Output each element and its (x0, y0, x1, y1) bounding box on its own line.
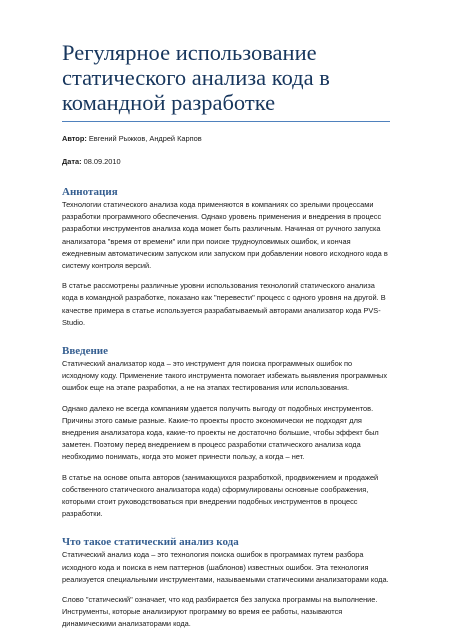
author-label: Автор: (62, 134, 87, 143)
date-label: Дата: (62, 157, 82, 166)
introduction-paragraph-3: В статье на основе опыта авторов (занимающихся разработкой, продвижением и продажей собственного статического анализатора кода) сформулированы основные соображения, которыми стоит руководствоваться при внедрении подобных инструментов в процесс разработки. (62, 472, 379, 519)
title-underline (62, 121, 390, 122)
author-line (62, 134, 390, 144)
what-is-paragraph-1: Статический анализ кода – это технология поиска ошибок в программах путем разбора исходного кода и поиска в нем паттернов (шаблонов) известных ошибок. Эта технология реализуется специальными инструментами, называемыми статическими анализаторами кода. (62, 550, 389, 584)
section-annotation (62, 185, 390, 329)
section-heading-what-is: Что такое статический анализ кода (62, 536, 239, 549)
introduction-paragraph-1: Статический анализатор кода – это инструмент для поиска программных ошибок по исходному коду. Применение такого инструмента помогает избежать выявления программных ошибок еще на этапе разработки, а не на этапах тестирования или использования. (62, 359, 388, 393)
title-line-2: статического анализа кода в (62, 65, 330, 90)
what-is-paragraph-2: Слово "статический" означает, что код разбирается без запуска программы на выполнение. Инструменты, которые анализируют программу во время ее работы, называются динамическими анализаторами кода. (62, 595, 378, 629)
introduction-paragraph-2: Однако далеко не всегда компаниям удается получить выгоду от подобных инструментов. Причины этого самые разные. Какие-то проекты просто экономически не подходят для внедрения анализатора кода, какие-то проекты не достаточно большие, чтобы эффект был заметен. Поэтому перед внедрением в процесс разработки статического анализа кода необходимо понимать, когда это может принести пользу, а когда – нет. (62, 403, 379, 462)
section-heading-annotation: Аннотация (62, 186, 118, 198)
annotation-paragraph-2: В статье рассмотрены различные уровни использования технологий статического анализа кода в командной разработке, показано как "перевести" процесс с одного уровня на другой. В качестве примера в статье используется разрабатываемый авторами анализатор кода PVS-Studio. (62, 281, 386, 327)
document-title (62, 40, 390, 115)
title-line-1: Регулярное использование (62, 40, 317, 65)
annotation-paragraph-1: Технологии статического анализа кода применяются в компаниях со зрелыми процессами разработки программного обеспечения. Однако уровень применения и внедрения в процесс разработки инструментов анализа кода может быть различным. Начиная от ручного запуска анализатора "время от времени" или при поиске трудноуловимых ошибок, и кончая ежедневным автоматическим запуском или запуском при добавлении нового исходного кода в систему контроля версий. (62, 200, 388, 271)
section-introduction (62, 344, 390, 520)
section-heading-introduction: Введение (62, 345, 109, 358)
title-line-3: командной разработке (62, 90, 276, 115)
section-what-is-static-analysis (62, 535, 390, 630)
date-line (62, 157, 390, 167)
author-value: Евгений Рыжков, Андрей Карпов (86, 134, 202, 143)
date-value: 08.09.2010 (81, 157, 121, 166)
